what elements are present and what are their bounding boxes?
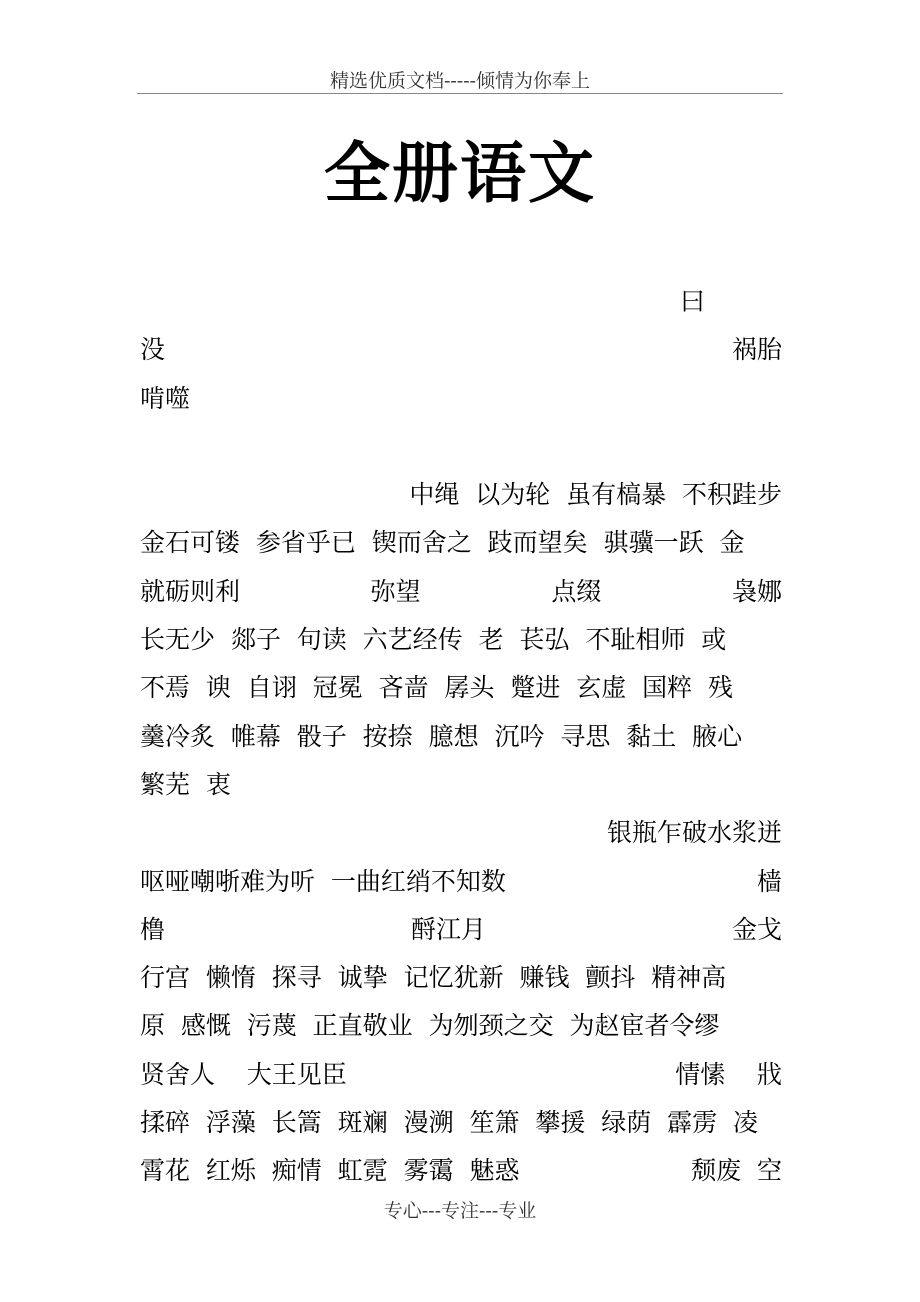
text-fragment: 啃噬 [140, 383, 191, 413]
blank-line [140, 423, 782, 471]
text-line [140, 326, 782, 374]
text-line [140, 568, 782, 616]
document-title: 全册语文 [324, 134, 596, 212]
text-line [140, 858, 782, 906]
text-line [140, 375, 782, 423]
text-line [140, 1051, 782, 1099]
text-line [140, 906, 782, 954]
text-line [140, 664, 782, 712]
text-line [140, 954, 782, 1002]
document-body [140, 278, 782, 1196]
text-fragment: 羹冷炙 帷幕 骰子 按捺 臆想 沉吟 寻思 黏土 腋心 [140, 721, 743, 751]
text-fragment: 中绳 以为轮 虽有槁暴 不积跬步 [409, 480, 782, 510]
text-fragment: 不焉 谀 自诩 冠冕 吝啬 孱头 蹩进 玄虚 国粹 残 [140, 673, 734, 703]
text-fragment: 点缀 [551, 576, 602, 606]
text-fragment: 贤舍人 大王见臣 [140, 1059, 347, 1089]
text-fragment: 霄花 红烁 痴情 虹霓 雾霭 魅惑 [140, 1156, 520, 1186]
text-fragment: 酹江月 [410, 914, 486, 944]
text-line [140, 761, 782, 809]
text-fragment: 银瓶乍破水浆迸 [606, 818, 782, 848]
text-fragment: 呕哑嘲哳难为听 一曲红绡不知数 [140, 866, 506, 896]
text-fragment: 长无少 郯子 句读 六艺经传 老 苌弘 不耻相师 或 [140, 625, 727, 655]
text-line [140, 809, 782, 857]
page-header: 精选优质文档-----倾情为你奉上 [329, 70, 591, 92]
text-line [140, 471, 782, 519]
text-line [140, 1002, 782, 1050]
text-fragment: 橹 [140, 914, 166, 944]
text-fragment: 情愫 戕 [675, 1059, 782, 1089]
text-line [140, 616, 782, 664]
text-fragment: 繁芜 衷 [140, 769, 231, 799]
text-fragment: 揉碎 浮藻 长篙 斑斓 漫溯 笙箫 攀援 绿荫 霹雳 凌 [140, 1108, 759, 1138]
text-line [140, 1147, 782, 1195]
page-footer: 专心---专注---专业 [383, 1200, 537, 1222]
text-fragment: 樯 [756, 866, 782, 896]
text-fragment: 没 [140, 335, 166, 365]
text-fragment: 袅娜 [731, 576, 782, 606]
text-line [140, 519, 782, 567]
text-line [140, 713, 782, 761]
text-fragment: 行宫 懒惰 探寻 诚挚 记忆犹新 赚钱 颤抖 精神高 [140, 963, 727, 993]
text-fragment: 曰 [680, 287, 706, 316]
text-fragment: 弥望 [370, 576, 421, 606]
text-fragment: 祸胎 [731, 335, 782, 365]
text-fragment: 金石可镂 参省乎已 锲而舍之 跂而望矣 骐骥一跃 金 [140, 528, 745, 558]
text-line [140, 1099, 782, 1147]
header-rule [137, 93, 783, 94]
text-fragment: 颓废 空 [691, 1156, 782, 1186]
text-fragment: 金戈 [731, 914, 782, 944]
text-fragment: 就砺则利 [140, 576, 241, 606]
text-fragment: 原 感慨 污蔑 正直敬业 为刎颈之交 为赵宦者令缪 [140, 1011, 720, 1041]
text-line [140, 278, 782, 326]
